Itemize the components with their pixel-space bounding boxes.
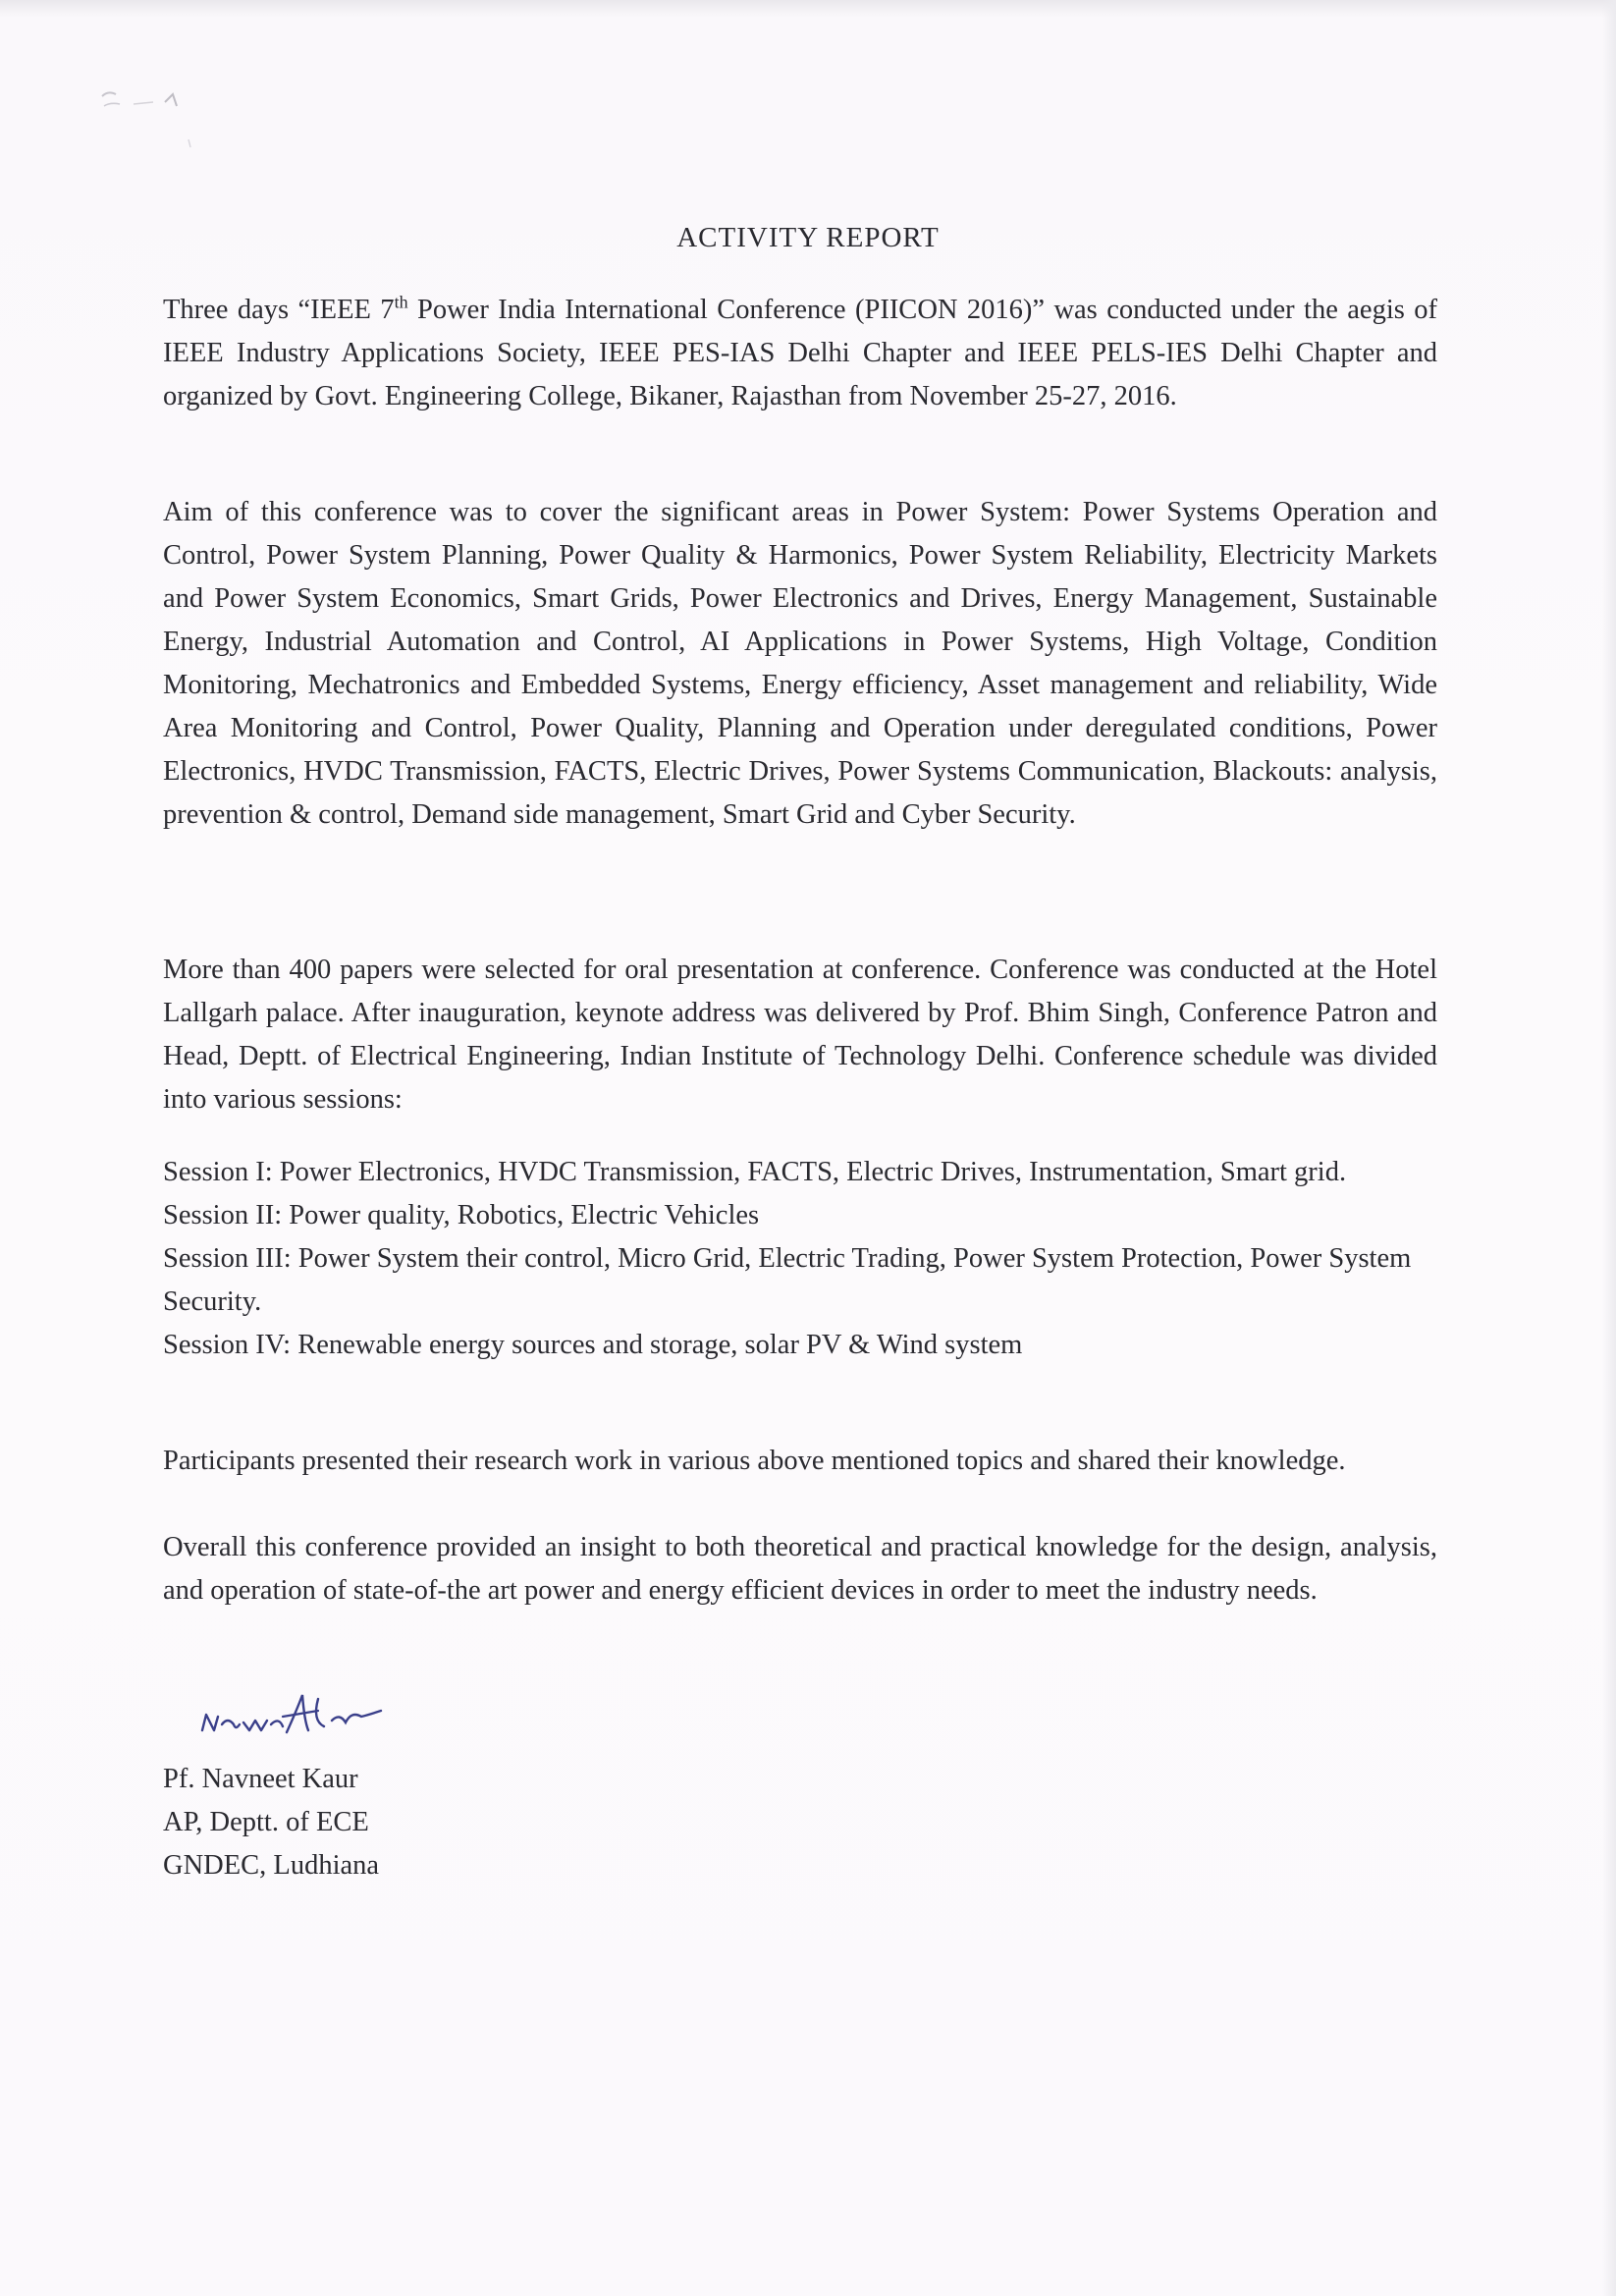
handwritten-signature bbox=[189, 1681, 444, 1750]
intro-text-start: Three days “IEEE 7 bbox=[163, 295, 395, 325]
scan-smudge-mark bbox=[94, 84, 222, 153]
paragraph-intro bbox=[163, 289, 1437, 418]
signer-designation: AP, Deptt. of ECE bbox=[163, 1807, 369, 1837]
paragraph-aim: Aim of this conference was to cover the significant areas in Power System: Power Systems Operation and Control, Power System Planning, Power Quality & Harmonics, Power System Reliability, Electricity Markets and Power System Economics, Smart Grids, Power Electronics and Drives, Energy Management, Sustainable Energy, Industrial Automation and Control, AI Applications in Power Systems, High Voltage, Condition Monitoring, Mechatronics and Embedded Systems, Energy efficiency, Asset management and reliability, Wide Area Monitoring and Control, Power Quality, Planning and Operation under deregulated conditions, Power Electronics, HVDC Transmission, FACTS, Electric Drives, Power Systems Communication, Blackouts: analysis, prevention & control, Demand side management, Smart Grid and Cyber Security. bbox=[163, 497, 1437, 830]
session-item-2: Session II: Power quality, Robotics, Electric Vehicles bbox=[163, 1200, 760, 1230]
session-item-1: Session I: Power Electronics, HVDC Transmission, FACTS, Electric Drives, Instrumentation, Smart grid. bbox=[163, 1157, 1347, 1187]
session-item-3: Session III: Power System their control, Micro Grid, Electric Trading, Power System Protection, Power System Security. bbox=[163, 1243, 1412, 1317]
scan-right-edge bbox=[1602, 0, 1616, 2296]
paragraph-participants: Participants presented their research work in various above mentioned topics and shared their knowledge. bbox=[163, 1446, 1346, 1476]
paragraph-papers: More than 400 papers were selected for oral presentation at conference. Conference was conducted at the Hotel Lallgarh palace. After inauguration, keynote address was delivered by Prof. Bhim Singh, Conference Patron and Head, Deptt. of Electrical Engineering, Indian Institute of Technology Delhi. Conference schedule was divided into various sessions: bbox=[163, 955, 1437, 1115]
signer-name: Pf. Navneet Kaur bbox=[163, 1764, 358, 1794]
paragraph-overall: Overall this conference provided an insight to both theoretical and practical knowledge for the design, analysis, and operation of state-of-the art power and energy efficient devices in order to meet the industry needs. bbox=[163, 1532, 1437, 1606]
session-list bbox=[163, 1151, 1437, 1367]
intro-text-rest: Power India International Conference (PIICON 2016)” was conducted under the aegis of IEEE Industry Applications Society, IEEE PES-IAS Delhi Chapter and IEEE PELS-IES Delhi Chapter and organized by Govt. Engineering College, Bikaner, Rajasthan from November 25-27, 2016. bbox=[163, 295, 1437, 411]
superscript-ordinal: th bbox=[394, 292, 408, 312]
session-item-4: Session IV: Renewable energy sources and storage, solar PV & Wind system bbox=[163, 1330, 1023, 1360]
scan-top-edge bbox=[0, 0, 1616, 18]
signer-block bbox=[163, 1758, 379, 1887]
page-title: ACTIVITY REPORT bbox=[676, 222, 940, 253]
signer-institution: GNDEC, Ludhiana bbox=[163, 1850, 380, 1881]
